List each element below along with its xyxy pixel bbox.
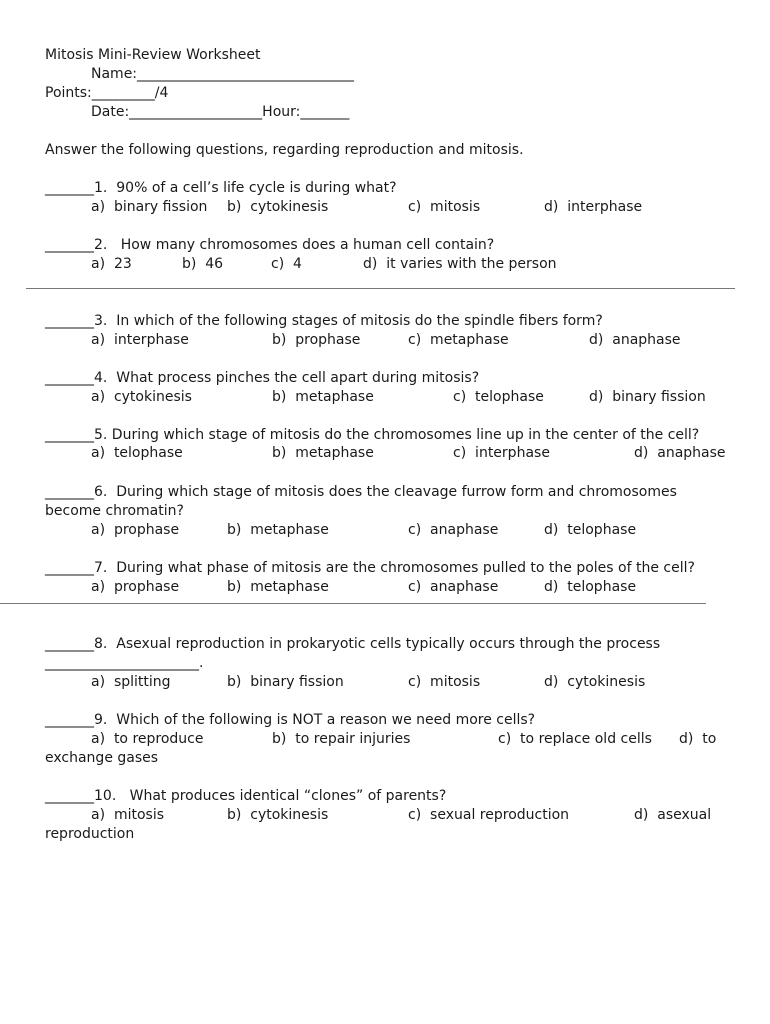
q3-option-d: d) anaphase [589, 332, 681, 348]
question-6: _______6. During which stage of mitosis does the cleavage furrow form and chromosomes [45, 484, 677, 500]
q4-option-d: d) binary fission [589, 389, 706, 405]
question-9: _______9. Which of the following is NOT a reason we need more cells? [45, 712, 536, 728]
q5-option-a: a) telophase [91, 445, 183, 461]
q9-option-c: c) to replace old cells [498, 731, 652, 747]
q4-option-c: c) telophase [453, 389, 544, 405]
q9-option-a: a) to reproduce [91, 731, 204, 747]
q2-option-b: b) 46 [182, 256, 224, 272]
q6-option-a: a) prophase [91, 522, 180, 538]
instructions: Answer the following questions, regarding reproduction and mitosis. [45, 142, 524, 158]
points-field[interactable]: Points:_________/4 [45, 85, 169, 101]
q7-option-b: b) metaphase [227, 579, 329, 595]
q8-option-b: b) binary fission [227, 674, 344, 690]
q2-option-c: c) 4 [271, 256, 302, 272]
question-8-blank: ______________________. [45, 655, 204, 671]
question-4: _______4. What process pinches the cell apart during mitosis? [45, 370, 480, 386]
q6-option-d: d) telophase [544, 522, 637, 538]
q10-option-c: c) sexual reproduction [408, 807, 570, 823]
q9-option-d: d) to [679, 731, 717, 747]
question-10: _______10. What produces identical “clones” of parents? [45, 788, 447, 804]
q7-option-a: a) prophase [91, 579, 180, 595]
question-2: _______2. How many chromosomes does a human cell contain? [45, 237, 495, 253]
q8-option-c: c) mitosis [408, 674, 481, 690]
q8-option-a: a) splitting [91, 674, 171, 690]
q9-option-d-continued: exchange gases [45, 750, 159, 766]
question-5: _______5. During which stage of mitosis do the chromosomes line up in the center of the cell? [45, 427, 700, 443]
q6-option-b: b) metaphase [227, 522, 329, 538]
q10-option-a: a) mitosis [91, 807, 165, 823]
q2-option-a: a) 23 [91, 256, 132, 272]
q10-option-b: b) cytokinesis [227, 807, 329, 823]
q7-option-d: d) telophase [544, 579, 637, 595]
q4-option-b: b) metaphase [272, 389, 374, 405]
q1-option-a: a) binary fission [91, 199, 208, 215]
q6-option-c: c) anaphase [408, 522, 499, 538]
q4-option-a: a) cytokinesis [91, 389, 192, 405]
section-divider-1 [26, 288, 735, 289]
worksheet-title: Mitosis Mini-Review Worksheet [45, 47, 261, 63]
q5-option-d: d) anaphase [634, 445, 726, 461]
q9-option-b: b) to repair injuries [272, 731, 411, 747]
date-hour-field[interactable]: Date:___________________Hour:_______ [91, 104, 350, 120]
q3-option-a: a) interphase [91, 332, 189, 348]
q3-option-b: b) prophase [272, 332, 361, 348]
q8-option-d: d) cytokinesis [544, 674, 646, 690]
q1-option-b: b) cytokinesis [227, 199, 329, 215]
question-8: _______8. Asexual reproduction in prokaryotic cells typically occurs through the process [45, 636, 661, 652]
section-divider-2 [0, 603, 706, 604]
q1-option-c: c) mitosis [408, 199, 481, 215]
q7-option-c: c) anaphase [408, 579, 499, 595]
question-7: _______7. During what phase of mitosis are the chromosomes pulled to the poles of the cell? [45, 560, 695, 576]
question-6-continued: become chromatin? [45, 503, 184, 519]
q3-option-c: c) metaphase [408, 332, 509, 348]
q5-option-c: c) interphase [453, 445, 550, 461]
q5-option-b: b) metaphase [272, 445, 374, 461]
q10-option-d-continued: reproduction [45, 826, 135, 842]
name-field[interactable]: Name:_______________________________ [91, 66, 355, 82]
q10-option-d: d) asexual [634, 807, 712, 823]
question-1: _______1. 90% of a cell’s life cycle is during what? [45, 180, 397, 196]
question-3: _______3. In which of the following stages of mitosis do the spindle fibers form? [45, 313, 603, 329]
q1-option-d: d) interphase [544, 199, 643, 215]
q2-option-d: d) it varies with the person [363, 256, 557, 272]
